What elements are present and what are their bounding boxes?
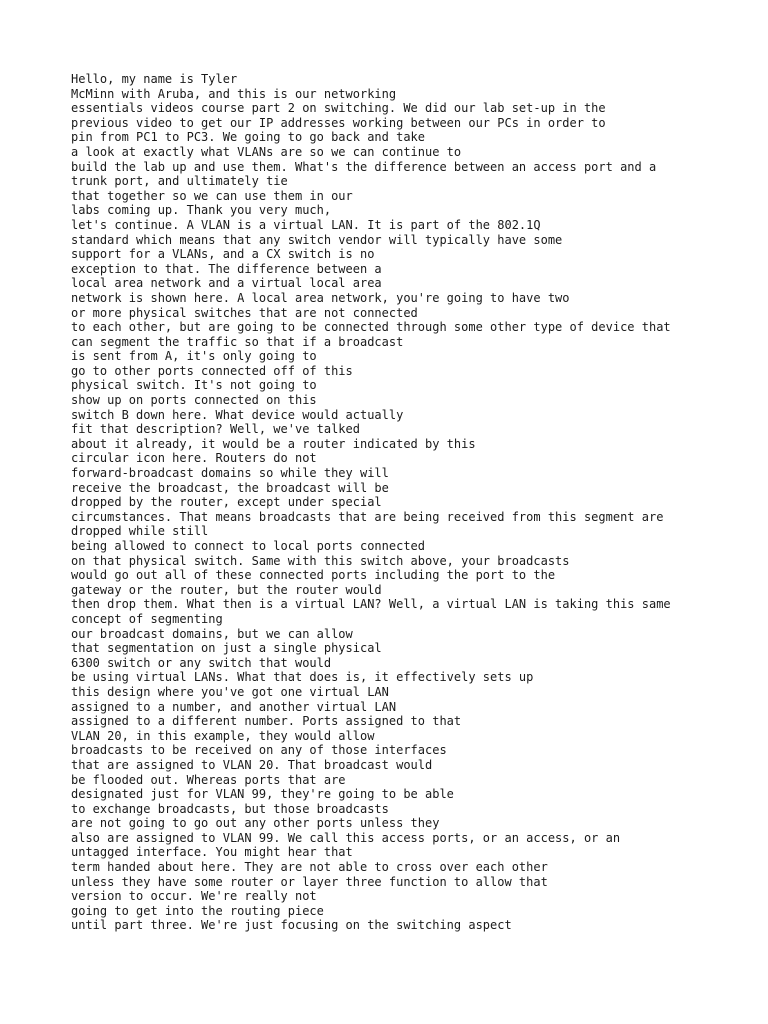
text-line: local area network and a virtual local area [71, 276, 382, 291]
text-line: pin from PC1 to PC3. We going to go back and take [71, 130, 426, 145]
text-line: untagged interface. You might hear that [71, 845, 353, 860]
text-line: exception to that. The difference between a [71, 261, 382, 276]
text-line: fit that description? Well, we've talked [71, 422, 360, 437]
text-line: standard which means that any switch vendor will typically have some [71, 232, 563, 247]
text-line: about it already, it would be a router indicated by this [71, 436, 476, 451]
text-line: then drop them. What then is a virtual LAN? Well, a virtual LAN is taking this same [71, 597, 671, 612]
text-line: labs coming up. Thank you very much, [71, 203, 332, 218]
text-line: assigned to a different number. Ports assigned to that [71, 714, 462, 729]
text-line: physical switch. It's not going to [71, 378, 317, 393]
text-line: unless they have some router or layer three function to allow that [71, 874, 548, 889]
text-line: are not going to go out any other ports unless they [71, 816, 440, 831]
text-line: going to get into the routing piece [71, 903, 324, 918]
text-line: being allowed to connect to local ports connected [71, 539, 426, 553]
text-line: a look at exactly what VLANs are so we can continue to [71, 144, 462, 159]
text-line: that together so we can use them in our [71, 188, 353, 203]
text-line: 6300 switch or any switch that would [71, 655, 332, 670]
text-line: show up on ports connected on this [71, 393, 317, 408]
text-line: would go out all of these connected ports including the port to the [71, 568, 556, 583]
text-line: VLAN 20, in this example, they would allow [71, 728, 375, 743]
text-line: version to occur. We're really not [71, 889, 317, 904]
text-line: essentials videos course part 2 on switching. We did our lab set-up in the [71, 101, 606, 116]
text-line: McMinn with Aruba, and this is our networking [71, 86, 397, 101]
text-line: until part three. We're just focusing on the switching aspect [71, 918, 512, 933]
text-line: or more physical switches that are not connected [71, 305, 418, 320]
text-line: be flooded out. Whereas ports that are [71, 772, 346, 787]
text-line: Hello, my name is Tyler [71, 72, 238, 86]
text-line: support for a VLANs, and a CX switch is no [71, 247, 375, 262]
text-line: can segment the traffic so that if a broadcast [71, 334, 404, 349]
text-line: circumstances. That means broadcasts that are being received from this segment are [71, 509, 664, 524]
text-line: designated just for VLAN 99, they're going to be able [71, 787, 454, 802]
text-line: previous video to get our IP addresses working between our PCs in order to [71, 115, 606, 130]
text-line: also are assigned to VLAN 99. We call this access ports, or an access, or an [71, 830, 621, 845]
text-line: to each other, but are going to be connected through some other type of device that [71, 320, 671, 335]
text-line: that segmentation on just a single physical [71, 641, 382, 656]
text-line: forward-broadcast domains so while they will [71, 466, 389, 481]
text-line: dropped by the router, except under special [71, 495, 382, 510]
transcript-text [71, 72, 751, 933]
text-line: go to other ports connected off of this [71, 363, 353, 378]
text-line: let's continue. A VLAN is a virtual LAN. It is part of the 802.1Q [71, 217, 541, 232]
text-line: this design where you've got one virtual LAN [71, 684, 389, 699]
text-line: network is shown here. A local area network, you're going to have two [71, 290, 570, 305]
text-line: receive the broadcast, the broadcast will be [71, 480, 389, 495]
text-line: broadcasts to be received on any of those interfaces [71, 743, 447, 758]
text-line: circular icon here. Routers do not [71, 451, 317, 466]
text-line: be using virtual LANs. What that does is, it effectively sets up [71, 670, 534, 685]
text-line: on that physical switch. Same with this switch above, your broadcasts [71, 553, 570, 568]
text-line: trunk port, and ultimately tie [71, 174, 288, 189]
text-line: dropped while still [71, 524, 209, 539]
text-line: switch B down here. What device would actually [71, 407, 404, 422]
text-line: assigned to a number, and another virtual LAN [71, 699, 397, 714]
text-line: is sent from A, it's only going to [71, 349, 317, 364]
text-line: our broadcast domains, but we can allow [71, 626, 353, 641]
text-line: term handed about here. They are not able to cross over each other [71, 860, 548, 875]
text-line: build the lab up and use them. What's the difference between an access port and a [71, 159, 657, 174]
text-line: concept of segmenting [71, 611, 223, 626]
text-line: to exchange broadcasts, but those broadcasts [71, 801, 389, 816]
text-line: that are assigned to VLAN 20. That broadcast would [71, 757, 433, 772]
text-line: gateway or the router, but the router would [71, 582, 382, 597]
